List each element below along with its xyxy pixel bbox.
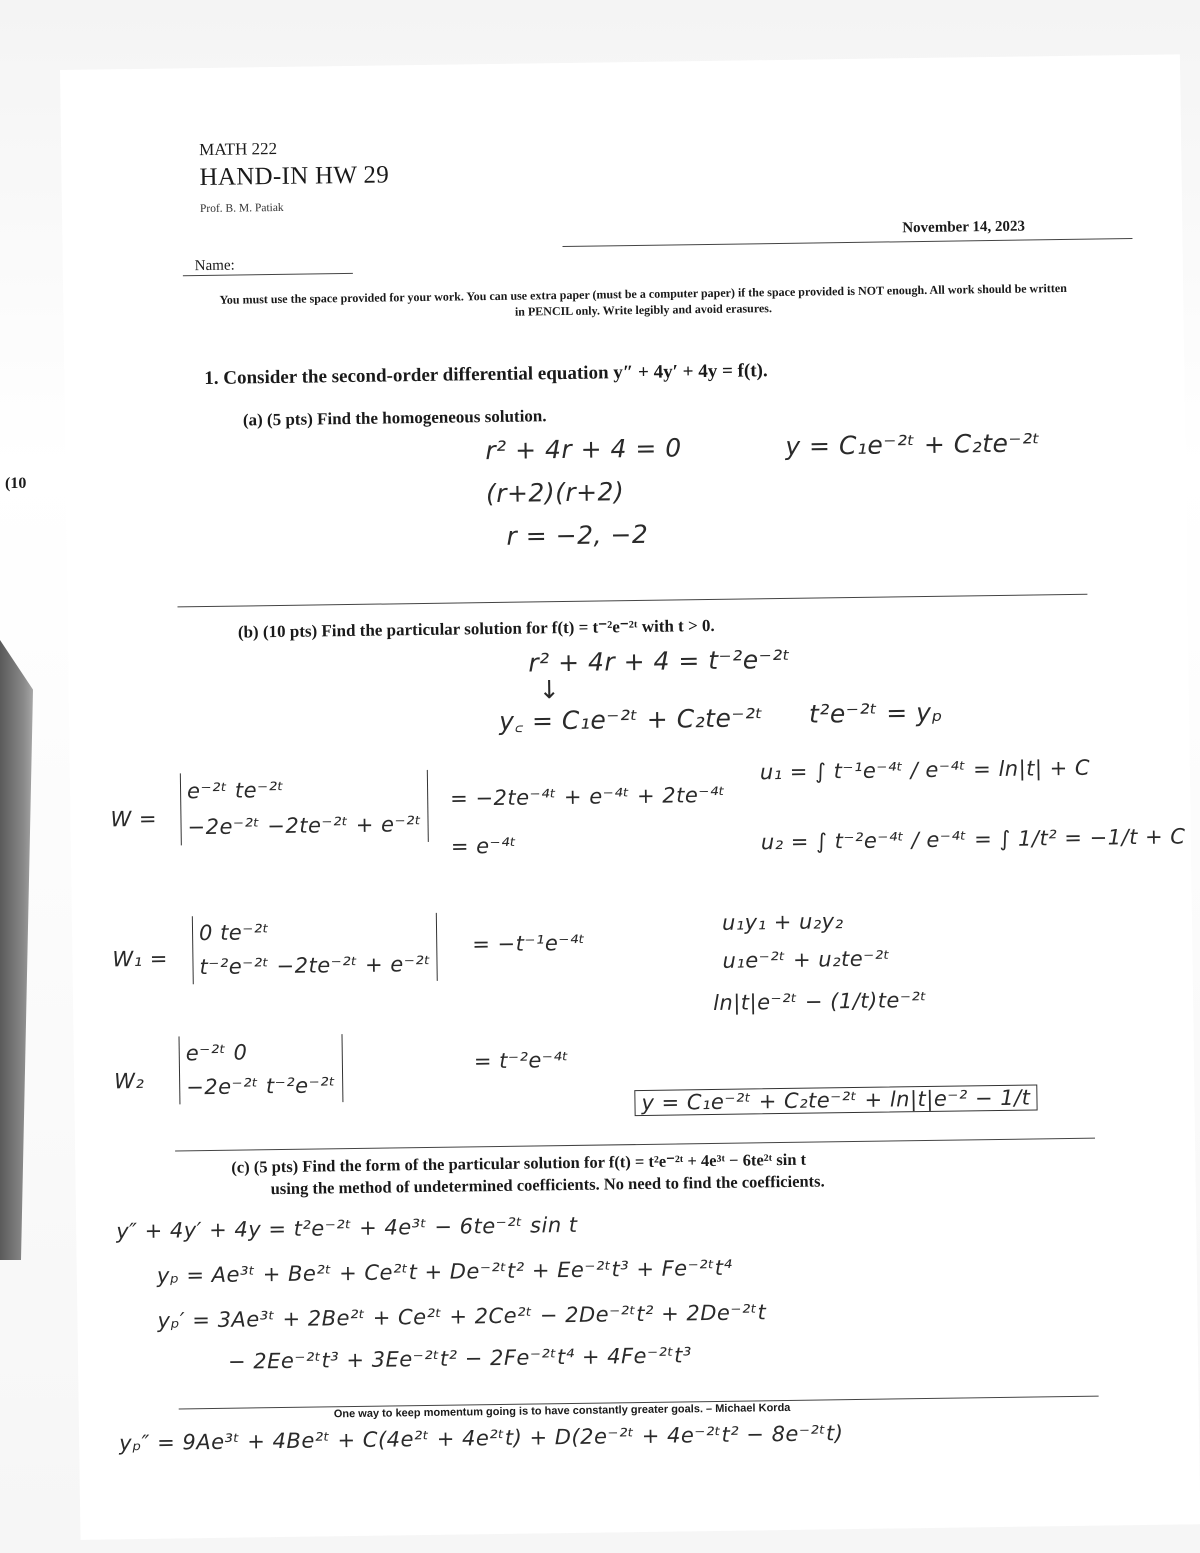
hw-b-final-answer: y = C₁e⁻²ᵗ + C₂te⁻²ᵗ + ln|t|e⁻² − 1/t (634, 1084, 1037, 1116)
hw-w2-row-2: −2e⁻²ᵗ t⁻²e⁻²ᵗ (186, 1073, 336, 1100)
instructions: You must use the space provided for your work. You can use extra paper (must be a computer paper) if the space provided is NOT enough. All work should be written in PENCIL only. Write legibly and avoid erasures. (219, 280, 1067, 319)
page-title: HAND-IN HW 29 (199, 161, 390, 192)
hw-w1-result: = −t⁻¹e⁻⁴ᵗ (472, 930, 586, 957)
part-c-prompt: (c) (5 pts) Find the form of the particular solution for f(t) = t²e⁻²ᵗ + 4e³ᵗ − 6te²ᵗ sin t (231, 1149, 807, 1177)
hw-u1: u₁ = ∫ t⁻¹e⁻⁴ᵗ / e⁻⁴ᵗ = ln|t| + C (759, 755, 1091, 785)
date-line (563, 238, 1133, 247)
hw-comb-2: u₁e⁻²ᵗ + u₂te⁻²ᵗ (722, 946, 891, 973)
course-code: MATH 222 (198, 138, 278, 160)
hw-w2-result: = t⁻²e⁻⁴ᵗ (473, 1047, 570, 1074)
hw-w-label: W = (110, 806, 158, 832)
divider-a-b (178, 594, 1088, 608)
part-b-prompt: (b) (10 pts) Find the particular solution for f(t) = t⁻²e⁻²ᵗ with t > 0. (237, 615, 715, 642)
hw-a-roots: r = −2, −2 (506, 519, 649, 551)
hw-w2-row-1: e⁻²ᵗ 0 (185, 1040, 248, 1066)
hw-c-yp: yₚ = Ae³ᵗ + Be²ᵗ + Ce²ᵗt + De⁻²ᵗt² + Ee⁻²ᵗt³ + Fe⁻²ᵗt⁴ (156, 1255, 733, 1288)
hw-w1-row-1: 0 te⁻²ᵗ (198, 920, 270, 946)
hw-c-yp-prime: yₚ′ = 3Ae³ᵗ + 2Be²ᵗ + Ce²ᵗ + 2Ce²ᵗ − 2De⁻²ᵗt² + 2De⁻²ᵗt (157, 1300, 767, 1333)
hw-w-expand: = −2te⁻⁴ᵗ + e⁻⁴ᵗ + 2te⁻⁴ᵗ (450, 782, 726, 811)
hw-comb-1: u₁y₁ + u₂y₂ (721, 909, 844, 935)
date: November 14, 2023 (902, 218, 1026, 237)
hw-c-yp-double-prime: yₚ″ = 9Ae³ᵗ + 4Be²ᵗ + C(4e²ᵗ + 4e²ᵗt) + D(2e⁻²ᵗ + 4e⁻²ᵗt² − 8e⁻²ᵗt) (119, 1421, 844, 1456)
hw-comb-3: ln|t|e⁻²ᵗ − (1/t)te⁻²ᵗ (712, 987, 928, 1015)
hw-w1-label: W₁ = (112, 946, 169, 972)
hw-a-solution: y = C₁e⁻²ᵗ + C₂te⁻²ᵗ (785, 428, 1041, 461)
hw-w1-row-2: t⁻²e⁻²ᵗ −2te⁻²ᵗ + e⁻²ᵗ (199, 951, 432, 980)
professor-name: Prof. B. M. Patiak (199, 201, 284, 216)
hw-b-yp: t²e⁻²ᵗ = yₚ (808, 697, 943, 729)
question-1: 1. Consider the second-order differential equation y″ + 4y′ + 4y = f(t). (204, 360, 768, 390)
part-c-prompt-2: using the method of undetermined coefficients. No need to find the coefficients. (270, 1171, 825, 1199)
hw-w-row-2: −2e⁻²ᵗ −2te⁻²ᵗ + e⁻²ᵗ (187, 812, 422, 840)
hw-a-char-eq: r² + 4r + 4 = 0 (485, 433, 682, 466)
hw-c-yp-prime-cont: − 2Ee⁻²ᵗt³ + 3Ee⁻²ᵗt² − 2Fe⁻²ᵗt⁴ + 4Fe⁻²ᵗt³ (227, 1343, 693, 1374)
hw-b-arrow: ↓ (538, 675, 561, 705)
hw-w1-matrix (192, 913, 438, 984)
footer-quote: One way to keep momentum going is to have constantly greater goals. – Michael Korda (333, 1401, 791, 1421)
hw-c-equation: y″ + 4y′ + 4y = t²e⁻²ᵗ + 4e³ᵗ − 6te⁻²ᵗ sin t (116, 1212, 578, 1244)
margin-mark: (10 (5, 475, 27, 492)
part-a-prompt: (a) (5 pts) Find the homogeneous solution. (242, 406, 547, 430)
hw-w2-matrix (179, 1034, 344, 1104)
hw-w-result: = e⁻⁴ᵗ (450, 833, 517, 859)
hw-b-char-eq: r² + 4r + 4 = t⁻²e⁻²ᵗ (528, 644, 791, 678)
divider-b-c (175, 1138, 1095, 1152)
hw-w-matrix (180, 770, 429, 845)
hw-u2: u₂ = ∫ t⁻²e⁻⁴ᵗ / e⁻⁴ᵗ = ∫ 1/t² = −1/t + C (760, 824, 1186, 855)
hw-a-factor: (r+2)(r+2) (485, 477, 625, 509)
hw-b-yc: y꜀ = C₁e⁻²ᵗ + C₂te⁻²ᵗ (498, 703, 764, 736)
worksheet-page (60, 54, 1200, 1539)
hw-w-row-1: e⁻²ᵗ te⁻²ᵗ (186, 777, 285, 804)
hw-w2-label: W₂ (113, 1068, 145, 1094)
name-label: Name: (194, 257, 235, 275)
